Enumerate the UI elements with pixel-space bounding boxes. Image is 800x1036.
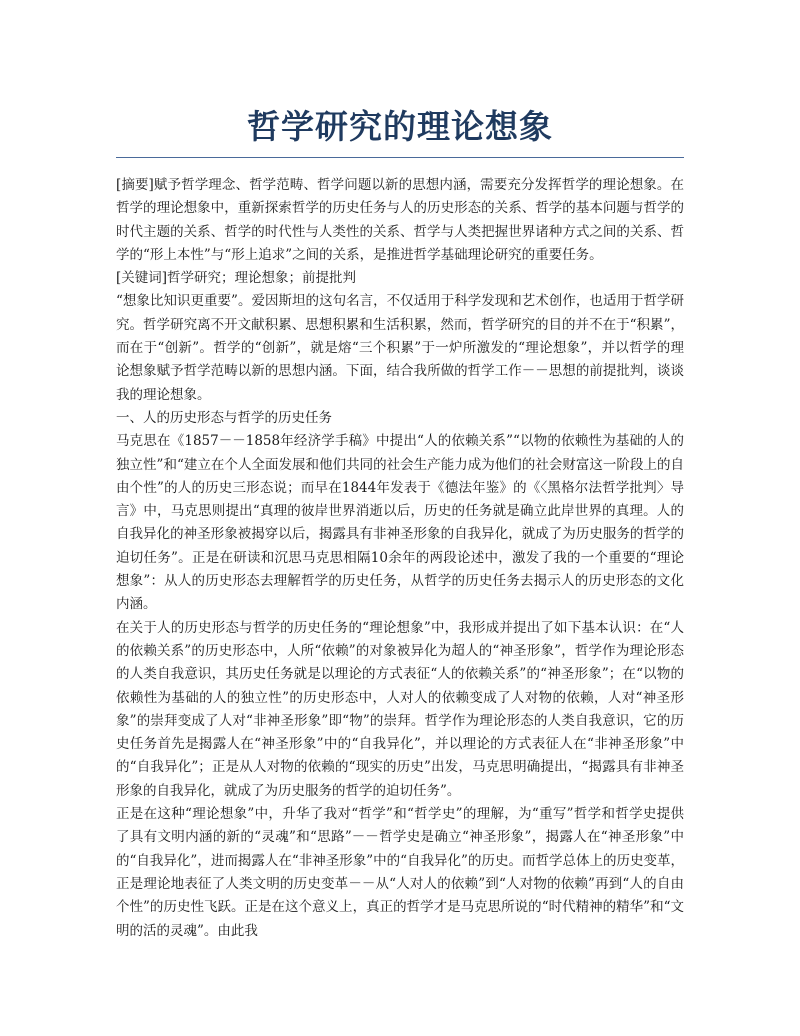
body-paragraph: “想象比知识更重要”。爱因斯坦的这句名言，不仅适用于科学发现和艺术创作，也适用于哲学研究。哲学研究离不开文献积累、思想积累和生活积累，然而，哲学研究的目的并不在于“积累”，而在于“创新”。哲学的“创新”，就是熔“三个积累”于一炉所激发的“理论想象”，并以哲学的理论想象赋予哲学范畴以新的思想内涵。下面，结合我所做的哲学工作－－思想的前提批判，谈谈我的理论想象。 (116, 293, 684, 403)
keywords-paragraph: [关键词]哲学研究；理论想象；前提批判 (116, 270, 357, 287)
document-body (116, 174, 684, 943)
abstract-paragraph: [摘要]赋予哲学理念、哲学范畴、哲学问题以新的思想内涵，需要充分发挥哲学的理论想象。在哲学的理论想象中，重新探索哲学的历史任务与人的历史形态的关系、哲学的基本问题与哲学的时代主题的关系、哲学的时代性与人类性的关系、哲学与人类把握世界诸种方式之间的关系、哲学的“形上本性”与“形上追求”之间的关系，是推进哲学基础理论研究的重要任务。 (116, 177, 684, 263)
section-heading: 一、人的历史形态与哲学的历史任务 (116, 409, 332, 426)
body-paragraph: 正是在这种“理论想象”中，升华了我对“哲学”和“哲学史”的理解，为“重写”哲学和哲学史提供了具有文明内涵的新的“灵魂”和“思路”－－哲学史是确立“神圣形象”，揭露人在“神圣形象”中的“自我异化”，进而揭露人在“非神圣形象”中的“自我异化”的历史。而哲学总体上的历史变革，正是理论地表征了人类文明的历史变革－－从“人对人的依赖”到“人对物的依赖”再到“人的自由个性”的历史性飞跃。正是在这个意义上，真正的哲学才是马克思所说的“时代精神的精华”和“文明的活的灵魂”。由此我 (116, 806, 684, 939)
body-paragraph: 马克思在《1857－－1858年经济学手稿》中提出“人的依赖关系”“以物的依赖性为基础的人的独立性”和“建立在个人全面发展和他们共同的社会生产能力成为他们的社会财富这一阶段上的自由个性”的人的历史三形态说；而早在1844年发表于《德法年鉴》的《〈黑格尔法哲学批判〉导言》中，马克思则提出“真理的彼岸世界消逝以后，历史的任务就是确立此岸世界的真理。人的自我异化的神圣形象被揭穿以后，揭露具有非神圣形象的自我异化，就成了为历史服务的哲学的迫切任务”。正是在研读和沉思马克思相隔10余年的两段论述中，激发了我的一个重要的“理论想象”：从人的历史形态去理解哲学的历史任务，从哲学的历史任务去揭示人的历史形态的文化内涵。 (116, 433, 684, 613)
document-title: 哲学研究的理论想象 (247, 107, 553, 146)
body-paragraph: 在关于人的历史形态与哲学的历史任务的“理论想象”中，我形成并提出了如下基本认识：在“人的依赖关系”的历史形态中，人所“依赖”的对象被异化为超人的“神圣形象”，哲学作为理论形态的人类自我意识，其历史任务就是以理论的方式表征“人的依赖关系”的“神圣形象”；在“以物的依赖性为基础的人的独立性”的历史形态中，人对人的依赖变成了人对物的依赖，人对“神圣形象”的崇拜变成了人对“非神圣形象”即“物”的崇拜。哲学作为理论形态的人类自我意识，它的历史任务首先是揭露人在“神圣形象”中的“自我异化”，并以理论的方式表征人在“非神圣形象”中的“自我异化”；正是从人对物的依赖的“现实的历史”出发，马克思明确提出，“揭露具有非神圣形象的自我异化，就成了为历史服务的哲学的迫切任务”。 (116, 619, 684, 799)
title-divider (116, 157, 684, 158)
